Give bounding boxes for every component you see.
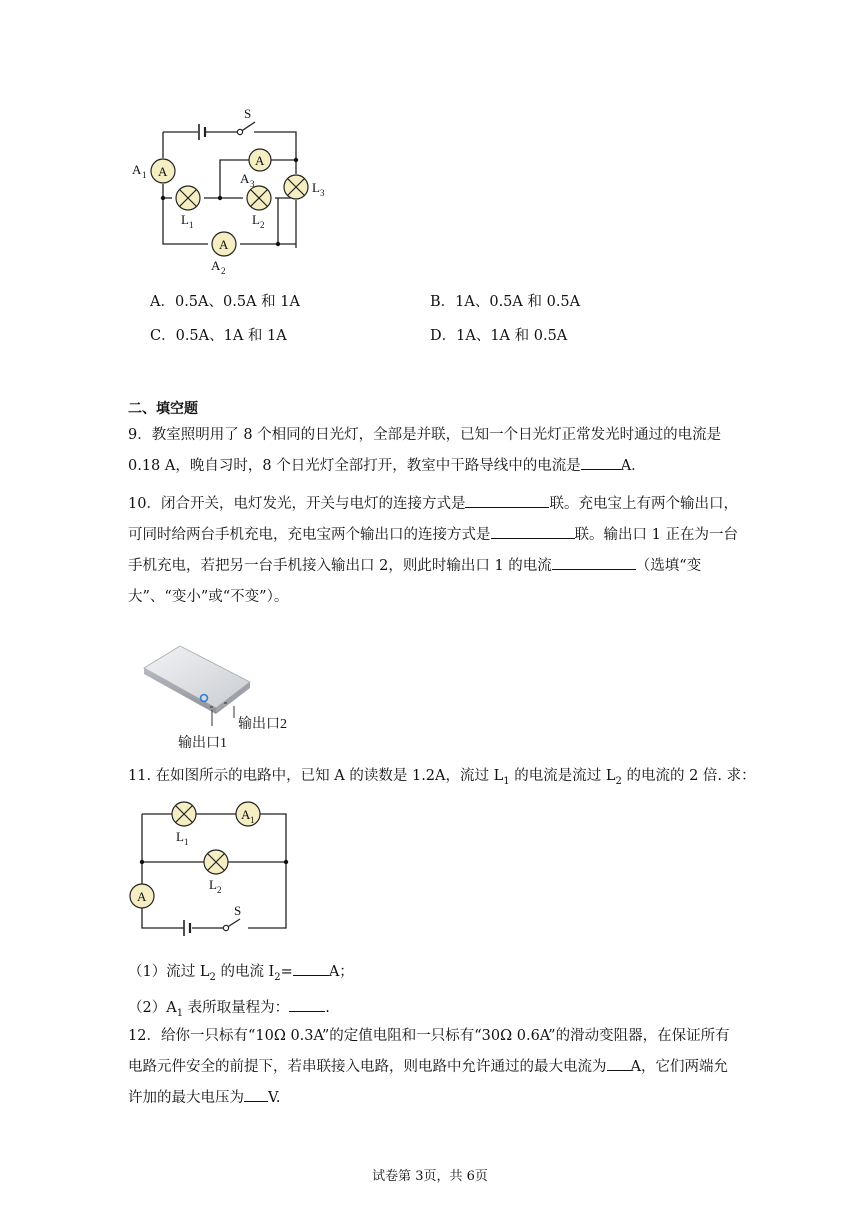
answer-blank[interactable] [491,521,575,539]
answer-blank[interactable] [293,958,329,976]
q12-text-3: V. [268,1090,281,1106]
a1-sub: 1 [250,815,255,825]
q10-text-1: 10．闭合开关，电灯发光，开关与电灯的连接方式是 [128,496,466,512]
q10-text-3: 联。输出口 1 正在为一台手机充电，若把另一台手机接入输出口 2，则此时输出口 1 的电流 [128,527,738,574]
l2-sub: 2 [217,885,222,895]
meter-letter: A [255,153,265,168]
q11-sub: 1 [176,1007,184,1019]
l1-sub: 1 [184,837,189,847]
q11-sub: 1 [503,775,510,787]
a2-label: A [211,258,221,273]
meter-letter: A [219,237,229,252]
q10-text-2: 联。充电宝上有两个输出口，可同时给两台手机充电，充电宝两个输出口的连接方式是 [128,496,738,543]
question-10 [128,489,740,613]
option-a[interactable]: A．0.5A、0.5A 和 1A [150,294,300,310]
question-12 [128,1021,740,1114]
a1-sub: 1 [142,170,147,180]
a1-label: A [132,162,142,177]
q10-text-4: （选填“变大”、“变小”或“不变”）。 [128,558,702,605]
question-11-stem [128,766,756,792]
l3-sub: 3 [320,188,325,198]
page-footer: 试卷第 3页，共 6页 [372,1169,488,1184]
option-b[interactable]: B．1A、0.5A 和 0.5A [430,294,581,310]
option-c[interactable]: C．0.5A、1A 和 1A [150,328,287,344]
l1-label: L [176,829,184,844]
meter-letter: A [158,164,168,179]
answer-blank[interactable] [465,490,549,508]
q9-text: 9．教室照明用了 8 个相同的日光灯，全部是并联，已知一个日光灯正常发光时通过的电流是 0.18 A，晚自习时，8 个日光灯全部打开，教室中干路导线中的电流是 [128,427,722,474]
s-label: S [234,903,242,918]
q8-circuit-diagram [128,108,338,278]
q11-sub1-text: A； [328,964,354,980]
answer-blank[interactable] [244,1084,268,1102]
q11-sub2-text: 表所取量程为： [183,1000,290,1016]
q11-sub: 2 [274,971,281,983]
l3-label: L [312,180,320,195]
power-bank-image [140,640,310,752]
q11-sub: 2 [209,971,216,983]
l1-sub: 1 [189,220,194,230]
q11-stem-a: 11. 在如图所示的电路中，已知 A 的读数是 1.2A，流过 L [128,768,504,784]
question-9 [128,420,740,482]
q11-sub-1 [128,958,354,988]
section-title: 二、填空题 [128,401,198,417]
q12-text-1: 12．给你一只标有“10Ω 0.3A”的定值电阻和一只标有“30Ω 0.6A”的滑动变阻器，在保证所有电路元件安全的前提下，若串联接入电路，则电路中允许通过的最大电流为 [128,1028,730,1075]
q11-sub1-text: 的电流 I [215,964,275,980]
option-d[interactable]: D．1A、1A 和 0.5A [430,328,568,344]
q11-sub: 2 [615,775,622,787]
answer-blank[interactable] [289,994,325,1012]
answer-blank[interactable] [607,1053,631,1071]
q11-stem-b: 的电流是流过 L [509,768,616,784]
l2-sub: 2 [260,220,265,230]
a3-label: A [240,171,250,186]
q11-sub1-text: （1）流过 L [128,964,210,980]
a3-sub: 3 [250,179,255,189]
q12-text-2: A，它们两端允许加的最大电压为 [128,1059,728,1106]
q9-text-end: A． [620,458,646,474]
q11-circuit-diagram [128,798,298,938]
port2-label: 输出口2 [238,717,287,732]
switch-label: S [244,108,252,121]
q11-sub1-text: = [280,964,293,980]
a1-label: A [241,807,251,822]
q11-sub-2 [128,994,330,1024]
l2-label: L [209,877,217,892]
q11-stem-c: 的电流的 2 倍. 求： [621,768,756,784]
l1-label: L [181,212,189,227]
answer-blank[interactable] [552,552,636,570]
l2-label: L [252,212,260,227]
q11-sub2-text: （2）A [128,1000,177,1016]
a2-sub: 2 [221,266,226,276]
answer-blank[interactable] [581,452,621,470]
q11-sub2-text: . [325,1000,330,1016]
port1-label: 输出口1 [178,736,227,751]
a-label: A [137,889,147,904]
